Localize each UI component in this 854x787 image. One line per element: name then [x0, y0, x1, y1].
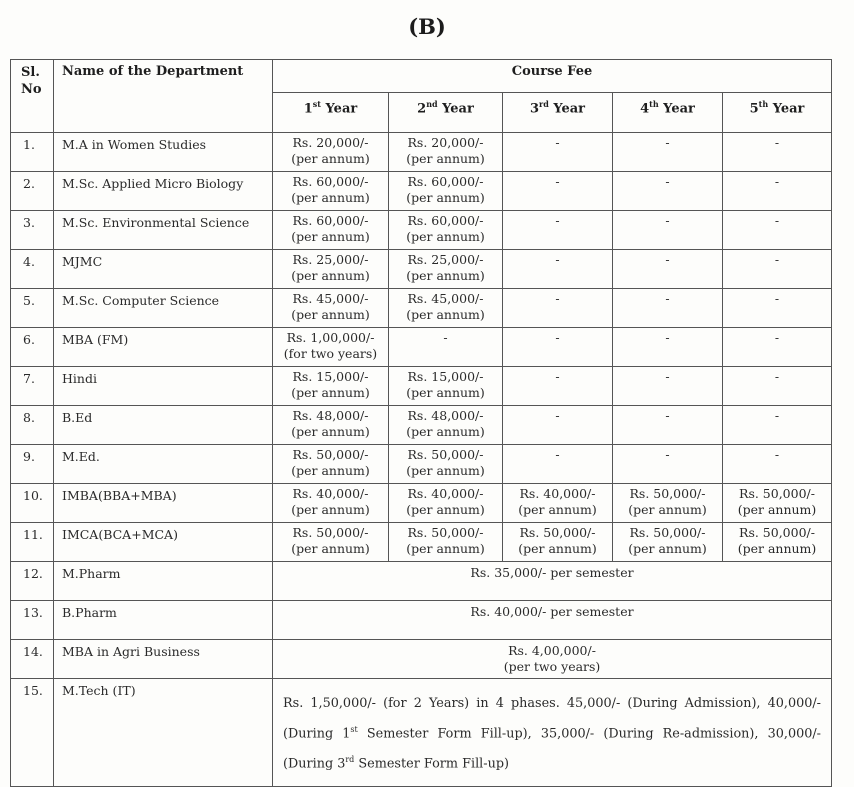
fee-amount: Rs. 25,000/-	[407, 252, 484, 267]
fee-amount: -	[774, 369, 780, 384]
fee-year-2	[389, 328, 503, 367]
fee-amount: -	[665, 252, 670, 267]
department-name: M.Pharm	[54, 562, 273, 601]
fee-year-5	[723, 172, 832, 211]
header-year-2	[389, 93, 503, 133]
year-number: 5	[749, 101, 759, 117]
fee-amount: Rs. 60,000/-	[407, 213, 484, 228]
fee-amount: Rs. 60,000/-	[407, 174, 484, 189]
fee-amount: -	[555, 252, 560, 267]
fee-year-4	[613, 406, 723, 445]
fee-amount: -	[774, 213, 780, 228]
year-label: Year	[321, 101, 358, 117]
header-year-5	[723, 93, 832, 133]
fee-year-1	[273, 328, 389, 367]
department-name: M.Sc. Environmental Science	[54, 211, 273, 250]
year-label: Year	[658, 101, 695, 117]
year-label: Year	[548, 101, 586, 117]
serial-number: 10.	[11, 484, 54, 523]
fee-amount: -	[665, 447, 670, 462]
fee-period: (per annum)	[291, 502, 370, 517]
fee-amount: Rs. 50,000/-	[407, 447, 484, 462]
serial-number: 4.	[11, 250, 54, 289]
table-row	[11, 601, 832, 640]
fee-amount: Rs. 50,000/-	[292, 447, 369, 462]
fee-year-3	[503, 133, 613, 172]
year-label: Year	[768, 101, 805, 117]
fee-year-3	[503, 367, 613, 406]
fee-amount: Rs. 50,000/-	[519, 525, 596, 540]
year-suffix: st	[312, 99, 321, 109]
fee-amount: -	[774, 174, 780, 189]
fee-period: (per annum)	[291, 463, 370, 478]
department-name: M.Ed.	[54, 445, 273, 484]
fee-amount: Rs. 15,000/-	[292, 369, 369, 384]
fee-amount: Rs. 20,000/-	[292, 135, 369, 150]
fee-details-text: Semester Form Fill-up)	[354, 756, 510, 772]
fee-year-2	[389, 172, 503, 211]
fee-details-text: Semester Form Fill-up), 35,000/- (During Re-admission), 30,000/- (During 3	[283, 726, 822, 772]
fee-amount: -	[665, 369, 670, 384]
table-row	[11, 679, 832, 787]
fee-period: (per annum)	[518, 502, 597, 517]
year-number: 3	[529, 101, 539, 117]
fee-details-text: Rs. 1,50,000/- (for 2 Years) in 4 phases. 45,000/- (During Admission), 40,000/- (During 1	[283, 696, 822, 742]
fee-period: (per annum)	[406, 385, 485, 400]
fee-year-4	[613, 484, 723, 523]
serial-number: 15.	[11, 679, 54, 787]
fee-year-5	[723, 211, 832, 250]
fee-year-4	[613, 172, 723, 211]
serial-number: 2.	[11, 172, 54, 211]
fee-amount: -	[555, 369, 560, 384]
fee-period: (per annum)	[518, 541, 597, 556]
header-sl-no: Sl. No	[11, 60, 54, 133]
fee-amount: -	[774, 252, 780, 267]
fee-year-3	[503, 172, 613, 211]
fee-year-1	[273, 250, 389, 289]
fee-period: (per annum)	[737, 541, 817, 556]
serial-number: 11.	[11, 523, 54, 562]
fee-period: (per annum)	[291, 424, 370, 439]
year-label: Year	[437, 101, 474, 117]
fee-amount: Rs. 25,000/-	[292, 252, 369, 267]
fee-amount: -	[555, 447, 560, 462]
fee-year-5	[723, 133, 832, 172]
table-row	[11, 328, 832, 367]
fee-period: (per annum)	[406, 463, 485, 478]
department-name: Hindi	[54, 367, 273, 406]
fee-year-4	[613, 523, 723, 562]
fee-amount: -	[774, 408, 780, 423]
serial-number: 7.	[11, 367, 54, 406]
fee-amount: -	[774, 330, 780, 345]
fee-amount: Rs. 50,000/-	[629, 486, 706, 501]
serial-number: 8.	[11, 406, 54, 445]
fee-year-5	[723, 406, 832, 445]
fee-period: (per annum)	[628, 502, 707, 517]
fee-period: (per annum)	[406, 541, 485, 556]
fee-amount: -	[555, 135, 560, 150]
fee-amount: -	[665, 408, 670, 423]
fee-year-4	[613, 289, 723, 328]
ordinal-suffix: st	[350, 725, 358, 734]
fee-year-2	[389, 445, 503, 484]
header-department: Name of the Department	[54, 60, 273, 133]
table-row	[11, 640, 832, 679]
fee-amount: Rs. 40,000/- per semester	[470, 604, 634, 619]
fee-period: (per annum)	[628, 541, 707, 556]
fee-amount: -	[443, 330, 448, 345]
fee-year-5	[723, 250, 832, 289]
fee-period: (per annum)	[291, 541, 370, 556]
header-year-1	[273, 93, 389, 133]
fee-year-2	[389, 484, 503, 523]
year-suffix: nd	[426, 99, 438, 109]
fee-amount: -	[555, 213, 560, 228]
fee-merged	[273, 640, 832, 679]
fee-year-5	[723, 289, 832, 328]
table-row	[11, 133, 832, 172]
fee-period: (for two years)	[283, 346, 378, 361]
section-title: (B)	[408, 14, 446, 39]
fee-amount: Rs. 50,000/-	[292, 525, 369, 540]
course-fee-table	[10, 59, 832, 787]
fee-amount: Rs. 40,000/-	[407, 486, 484, 501]
department-name: M.Sc. Computer Science	[54, 289, 273, 328]
table-row	[11, 484, 832, 523]
year-suffix: th	[649, 99, 659, 109]
fee-year-5	[723, 484, 832, 523]
year-suffix: th	[758, 99, 769, 109]
fee-amount: -	[555, 174, 560, 189]
fee-year-3	[503, 289, 613, 328]
fee-year-1	[273, 406, 389, 445]
fee-amount: -	[774, 291, 780, 306]
fee-year-5	[723, 523, 832, 562]
fee-year-4	[613, 133, 723, 172]
serial-number: 9.	[11, 445, 54, 484]
serial-number: 5.	[11, 289, 54, 328]
fee-merged	[273, 601, 832, 640]
fee-period: (per annum)	[291, 190, 370, 205]
table-row	[11, 367, 832, 406]
table-row	[11, 250, 832, 289]
fee-year-3	[503, 406, 613, 445]
fee-year-2	[389, 211, 503, 250]
fee-year-3	[503, 250, 613, 289]
fee-amount: Rs. 15,000/-	[407, 369, 484, 384]
fee-amount: Rs. 60,000/-	[292, 213, 369, 228]
fee-year-4	[613, 328, 723, 367]
table-row	[11, 211, 832, 250]
fee-year-2	[389, 289, 503, 328]
fee-year-5	[723, 367, 832, 406]
fee-amount: -	[665, 174, 670, 189]
fee-year-5	[723, 445, 832, 484]
serial-number: 1.	[11, 133, 54, 172]
fee-amount: -	[665, 135, 670, 150]
serial-number: 3.	[11, 211, 54, 250]
fee-year-1	[273, 133, 389, 172]
department-name: B.Ed	[54, 406, 273, 445]
ordinal-suffix: rd	[345, 755, 355, 765]
fee-amount: -	[665, 213, 670, 228]
fee-period: (per two years)	[503, 659, 601, 674]
fee-period: (per annum)	[291, 268, 370, 283]
fee-year-1	[273, 523, 389, 562]
fee-year-1	[273, 445, 389, 484]
fee-year-1	[273, 172, 389, 211]
fee-amount: Rs. 35,000/- per semester	[470, 565, 634, 580]
fee-year-2	[389, 523, 503, 562]
fee-period: (per annum)	[406, 268, 485, 283]
fee-year-3	[503, 523, 613, 562]
fee-amount: Rs. 45,000/-	[292, 291, 369, 306]
fee-year-3	[503, 211, 613, 250]
header-year-4	[613, 93, 723, 133]
year-number: 2	[417, 101, 427, 117]
fee-period: (per annum)	[406, 151, 485, 166]
fee-amount: Rs. 50,000/-	[407, 525, 484, 540]
header-year-3	[503, 93, 613, 133]
fee-period: (per annum)	[406, 307, 485, 322]
fee-amount: -	[555, 408, 560, 423]
fee-amount: Rs. 50,000/-	[739, 486, 815, 501]
fee-amount: Rs. 20,000/-	[407, 135, 484, 150]
fee-period: (per annum)	[406, 229, 485, 244]
table-row	[11, 406, 832, 445]
year-number: 4	[640, 101, 650, 117]
fee-amount: Rs. 60,000/-	[292, 174, 369, 189]
fee-amount: -	[665, 330, 670, 345]
fee-amount: Rs. 4,00,000/-	[508, 643, 596, 658]
fee-period: (per annum)	[406, 424, 485, 439]
table-row	[11, 562, 832, 601]
fee-amount: -	[774, 447, 780, 462]
serial-number: 13.	[11, 601, 54, 640]
fee-amount: Rs. 40,000/-	[292, 486, 369, 501]
fee-amount: -	[665, 291, 670, 306]
fee-amount: Rs. 40,000/-	[519, 486, 596, 501]
fee-year-1	[273, 211, 389, 250]
fee-amount: Rs. 50,000/-	[629, 525, 706, 540]
department-name: MJMC	[54, 250, 273, 289]
fee-year-1	[273, 367, 389, 406]
fee-period: (per annum)	[406, 190, 485, 205]
fee-year-2	[389, 250, 503, 289]
year-suffix: rd	[539, 99, 549, 109]
fee-amount: Rs. 48,000/-	[407, 408, 484, 423]
fee-details	[273, 679, 832, 787]
table-row	[11, 172, 832, 211]
fee-year-5	[723, 328, 832, 367]
department-name: M.A in Women Studies	[54, 133, 273, 172]
table-row	[11, 289, 832, 328]
serial-number: 14.	[11, 640, 54, 679]
fee-period: (per annum)	[291, 151, 370, 166]
fee-amount: Rs. 1,00,000/-	[286, 330, 375, 345]
fee-amount: Rs. 50,000/-	[739, 525, 815, 540]
fee-period: (per annum)	[406, 502, 485, 517]
fee-year-4	[613, 250, 723, 289]
department-name: IMBA(BBA+MBA)	[54, 484, 273, 523]
fee-period: (per annum)	[737, 502, 817, 517]
fee-amount: -	[555, 330, 560, 345]
fee-year-4	[613, 445, 723, 484]
fee-year-4	[613, 211, 723, 250]
fee-period: (per annum)	[291, 385, 370, 400]
fee-year-3	[503, 328, 613, 367]
fee-amount: -	[555, 291, 560, 306]
fee-amount: Rs. 45,000/-	[407, 291, 484, 306]
fee-year-3	[503, 484, 613, 523]
fee-year-4	[613, 367, 723, 406]
fee-year-2	[389, 133, 503, 172]
department-name: IMCA(BCA+MCA)	[54, 523, 273, 562]
department-name: M.Sc. Applied Micro Biology	[54, 172, 273, 211]
fee-year-1	[273, 484, 389, 523]
fee-period: (per annum)	[291, 307, 370, 322]
year-number: 1	[303, 101, 313, 117]
table-row	[11, 445, 832, 484]
department-name: B.Pharm	[54, 601, 273, 640]
department-name: MBA (FM)	[54, 328, 273, 367]
serial-number: 12.	[11, 562, 54, 601]
department-name: M.Tech (IT)	[54, 679, 273, 787]
serial-number: 6.	[11, 328, 54, 367]
fee-period: (per annum)	[291, 229, 370, 244]
fee-year-2	[389, 406, 503, 445]
fee-year-3	[503, 445, 613, 484]
fee-amount: Rs. 48,000/-	[292, 408, 369, 423]
table-row	[11, 523, 832, 562]
department-name: MBA in Agri Business	[54, 640, 273, 679]
fee-merged	[273, 562, 832, 601]
header-course-fee: Course Fee	[273, 60, 832, 93]
fee-year-2	[389, 367, 503, 406]
fee-amount: -	[774, 135, 780, 150]
fee-year-1	[273, 289, 389, 328]
